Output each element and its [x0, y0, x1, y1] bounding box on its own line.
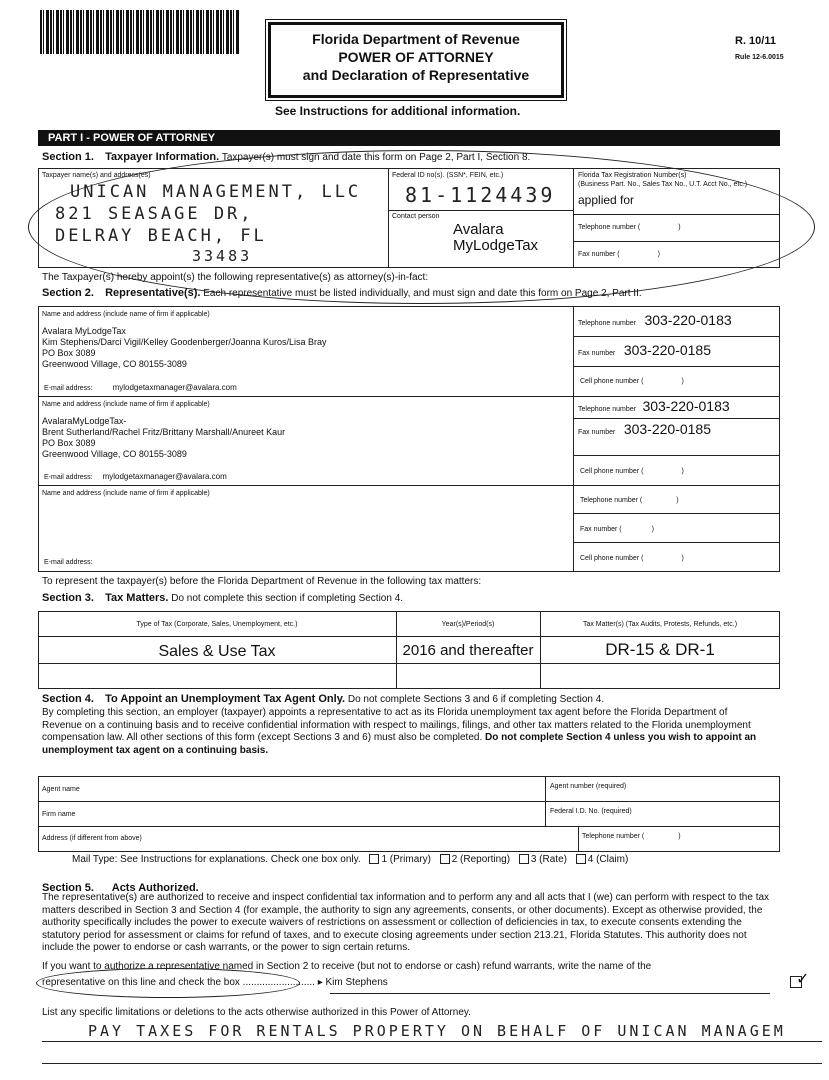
rep3-tel — [580, 497, 679, 504]
s3-col3: Tax Matter(s) (Tax Audits, Protests, Refunds, etc.) — [582, 621, 738, 628]
part1-title: PART I - POWER OF ATTORNEY — [48, 132, 216, 144]
rep2-cell-label: Cell phone number ( — [580, 468, 644, 475]
s3-note: Do not complete this section if completing Section 4. — [171, 593, 404, 604]
s5-refund-name[interactable]: Kim Stephens — [325, 977, 388, 988]
rep2-line4: Greenwood Village, CO 80155-3089 — [42, 449, 187, 459]
mail-primary-checkbox[interactable] — [369, 854, 379, 864]
s3-col2: Year(s)/Period(s) — [441, 621, 495, 628]
appoint-text: The Taxpayer(s) hereby appoint(s) the following representative(s) as attorney(s)-in-fact: — [42, 272, 429, 283]
mail-claim-label: 4 (Claim) — [587, 854, 629, 865]
rep2-cell — [580, 468, 684, 475]
s4-tel-close: ) — [678, 833, 681, 840]
rep1-cell-close: ) — [681, 378, 684, 385]
s1-title: Taxpayer Information. — [105, 151, 220, 163]
s1-fax-label-text: Fax number ( — [578, 251, 620, 258]
s5-refund2-text: representative on this line and check the box .......................... — [42, 977, 315, 988]
rep2-line3: PO Box 3089 — [42, 438, 96, 448]
rep2-email-row — [44, 472, 227, 481]
s4-body-text: By completing this section, an employer (taxpayer) appoints a representative to act as its Florida unemployment tax agent before the Florida Department of Revenue on a continuing basis and to receive confidential information with respect to mailings, filings, and other tax matters related to the Florida unemployment compensation law. All other sections of this form (except Sections 3 and 6) must also be completed. — [42, 707, 751, 743]
s4-address: Address (if different from above) — [42, 835, 142, 842]
mail-type-label: Mail Type: See Instructions for explanations. Check one box only. — [72, 854, 361, 865]
rep2-email-label: E-mail address: — [44, 474, 93, 481]
rep3-cell-close: ) — [681, 555, 684, 562]
s5-limits-value[interactable]: PAY TAXES FOR RENTALS PROPERTY ON BEHALF OF UNICAN MANAGEM — [88, 1022, 786, 1040]
rep2-line1: AvalaraMyLodgeTax- — [42, 416, 127, 426]
rep3-cell — [580, 555, 684, 562]
rep3-tel-label: Telephone number ( — [580, 497, 643, 504]
rep3-fax-label: Fax number ( — [580, 526, 622, 533]
revision: R. 10/11 — [735, 35, 776, 47]
rep1-tel — [578, 312, 732, 330]
rep1-email-row — [44, 383, 237, 392]
s2-num: Section 2. — [42, 287, 94, 299]
rep2-fax-label: Fax number — [578, 429, 616, 436]
rep2-email[interactable]: mylodgetaxmanager@avalara.com — [102, 472, 227, 481]
ink-oval-2 — [36, 968, 300, 998]
s1-fl-value[interactable]: applied for — [578, 193, 635, 207]
rep2-address[interactable] — [42, 416, 285, 460]
rep1-line1: Avalara MyLodgeTax — [42, 326, 126, 336]
rep3-tel-close: ) — [676, 497, 679, 504]
rep3-email-label: E-mail address: — [44, 559, 93, 566]
s4-bold: Do not complete Section 4 unless you wish to appoint an unemployment tax agent on a continuing basis. — [42, 732, 757, 756]
s3-period[interactable]: 2016 and thereafter — [402, 642, 534, 659]
s1-name-line4[interactable]: 33483 — [192, 247, 253, 265]
rep3-fax-close: ) — [651, 526, 654, 533]
s1-tel-close: ) — [678, 224, 681, 231]
rep2-fax — [578, 421, 711, 439]
s1-fl-label: Florida Tax Registration Number(s) — [578, 172, 687, 179]
rep2-fax-value[interactable]: 303-220-0185 — [623, 421, 711, 437]
s1-name-line3[interactable]: DELRAY BEACH, FL — [55, 226, 267, 246]
rep3-fax — [580, 526, 654, 533]
rep1-line4: Greenwood Village, CO 80155-3089 — [42, 359, 187, 369]
s4-agent-name: Agent name — [42, 786, 80, 793]
rep1-cell — [580, 378, 684, 385]
s4-body — [42, 707, 770, 757]
s1-fl-sub: (Business Part. No., Sales Tax No., U.T. Acct No., etc.) — [578, 181, 748, 188]
s4-fed-no: Federal I.D. No. (required) — [550, 808, 632, 815]
rep2-name-label: Name and address (include name of firm if applicable) — [42, 401, 210, 408]
mail-primary-label: 1 (Primary) — [381, 854, 431, 865]
s4-table — [38, 776, 780, 852]
rep1-email-label: E-mail address: — [44, 385, 93, 392]
rep1-fax-label: Fax number — [578, 350, 616, 357]
mail-rate-label: 3 (Rate) — [530, 854, 567, 865]
s1-name-line2[interactable]: 821 SEASAGE DR, — [55, 204, 254, 224]
form-subtitle: and Declaration of Representative — [302, 67, 530, 83]
rep1-address[interactable] — [42, 326, 327, 370]
s1-name-line1[interactable]: UNICAN MANAGEMENT, LLC — [70, 182, 362, 202]
s4-title: To Appoint an Unemployment Tax Agent Only. — [105, 693, 346, 705]
s5-refund1: If you want to authorize a representative named in Section 2 to receive (but not to endorse or cash) refund warrants, write the name of the — [42, 961, 652, 972]
rep1-tel-label: Telephone number — [578, 320, 636, 327]
rep1-cell-label: Cell phone number ( — [580, 378, 644, 385]
s4-note: Do not complete Sections 3 and 6 if completing Section 4. — [347, 694, 605, 705]
rep1-fax-value[interactable]: 303-220-0185 — [623, 342, 711, 358]
s4-mail-type — [72, 854, 628, 866]
s2-heading — [42, 287, 642, 300]
mail-reporting-label: 2 (Reporting) — [451, 854, 511, 865]
s4-heading — [42, 693, 604, 706]
represent-text: To represent the taxpayer(s) before the Florida Department of Revenue in the following tax matters: — [42, 576, 482, 587]
rule: Rule 12-6.0015 — [735, 54, 784, 61]
rep1-name-label: Name and address (include name of firm if applicable) — [42, 311, 210, 318]
rep2-tel-value[interactable]: 303-220-0183 — [642, 398, 730, 414]
rep2-line2: Brent Sutherland/Rachel Fritz/Brittany Marshall/Anureet Kaur — [42, 427, 286, 437]
rep1-email[interactable]: mylodgetaxmanager@avalara.com — [112, 383, 237, 392]
s2-note: Each representative must be listed individually, and must sign and date this form on Page 2, Part II. — [203, 288, 642, 299]
s4-agent-number: Agent number (required) — [550, 783, 627, 790]
s5-num: Section 5. — [42, 882, 94, 894]
barcode — [40, 10, 240, 54]
part1-bar — [38, 130, 780, 146]
s1-fax-close: ) — [657, 251, 660, 258]
rep2-tel — [578, 398, 730, 416]
s3-matter[interactable]: DR-15 & DR-1 — [605, 640, 715, 659]
s3-col1: Type of Tax (Corporate, Sales, Unemployment, etc.) — [136, 621, 298, 628]
s3-num: Section 3. — [42, 592, 94, 604]
rep1-fax — [578, 342, 711, 360]
mail-reporting-checkbox[interactable] — [440, 854, 450, 864]
s4-tel — [582, 833, 681, 840]
s5-body: The representative(s) are authorized to receive and inspect confidential tax information and to perform any and all acts that I (we) can perform with respect to the tax matters described in Section 3 and Section 4 (for example, the authority to sign any agreements, consents, or other documents). Except as otherwise provided, the authority specifically includes the power to execute waivers of restrictions on assessment or collection of deficiencies in tax, to execute consents extending the statutory period for assessment or claims for refund of taxes, and to execute closing agreements under section 213.21, Florida Statutes. This authority does not include the power to endorse or cash warrants, or the power to sign certain returns. — [42, 892, 770, 953]
rep1-line3: PO Box 3089 — [42, 348, 96, 358]
s3-tax-type[interactable]: Sales & Use Tax — [158, 643, 276, 660]
s1-contact-1[interactable]: Avalara — [453, 221, 504, 238]
dept-title: Florida Department of Revenue — [312, 31, 520, 47]
s1-contact-2[interactable]: MyLodgeTax — [453, 237, 539, 254]
s1-num: Section 1. — [42, 151, 94, 163]
s5-title: Acts Authorized. — [111, 882, 199, 894]
mail-rate-checkbox[interactable] — [519, 854, 529, 864]
form-title: POWER OF ATTORNEY — [338, 49, 494, 65]
mail-claim-checkbox[interactable] — [576, 854, 586, 864]
rep3-cell-label: Cell phone number ( — [580, 555, 644, 562]
checkmark-icon: ✓ — [796, 971, 810, 988]
arrow-icon: ▸ — [317, 977, 323, 988]
rep1-line2: Kim Stephens/Darci Vigil/Kelley Goodenberger/Joanna Kuros/Lisa Bray — [42, 337, 327, 347]
s1-contact-label: Contact person — [392, 213, 440, 220]
s4-num: Section 4. — [42, 693, 94, 705]
s1-name-label: Taxpayer name(s) and address(es) — [42, 172, 151, 179]
s1-tel-label-text: Telephone number ( — [578, 224, 641, 231]
s1-fed-label: Federal ID no(s). (SSN*, FEIN, etc.) — [392, 172, 504, 179]
s4-tel-label: Telephone number ( — [582, 833, 645, 840]
rep1-tel-value[interactable]: 303-220-0183 — [644, 312, 732, 328]
title-box — [268, 22, 564, 98]
instructions: See Instructions for additional information. — [275, 104, 521, 118]
rep2-tel-label: Telephone number — [578, 406, 636, 413]
rep3-name-label: Name and address (include name of firm if applicable) — [42, 490, 210, 497]
s4-firm-name: Firm name — [42, 811, 76, 818]
s5-limits-label: List any specific limitations or deletions to the acts otherwise authorized in this Power of Attorney. — [42, 1007, 471, 1018]
s1-note: Taxpayer(s) must sign and date this form on Page 2, Part I, Section 8. — [221, 152, 531, 163]
s1-fed-value[interactable]: 81-1124439 — [405, 183, 556, 207]
s3-heading — [42, 592, 403, 605]
rep2-cell-close: ) — [681, 468, 684, 475]
s2-title: Representative(s). — [105, 287, 201, 299]
s3-title: Tax Matters. — [105, 592, 169, 604]
